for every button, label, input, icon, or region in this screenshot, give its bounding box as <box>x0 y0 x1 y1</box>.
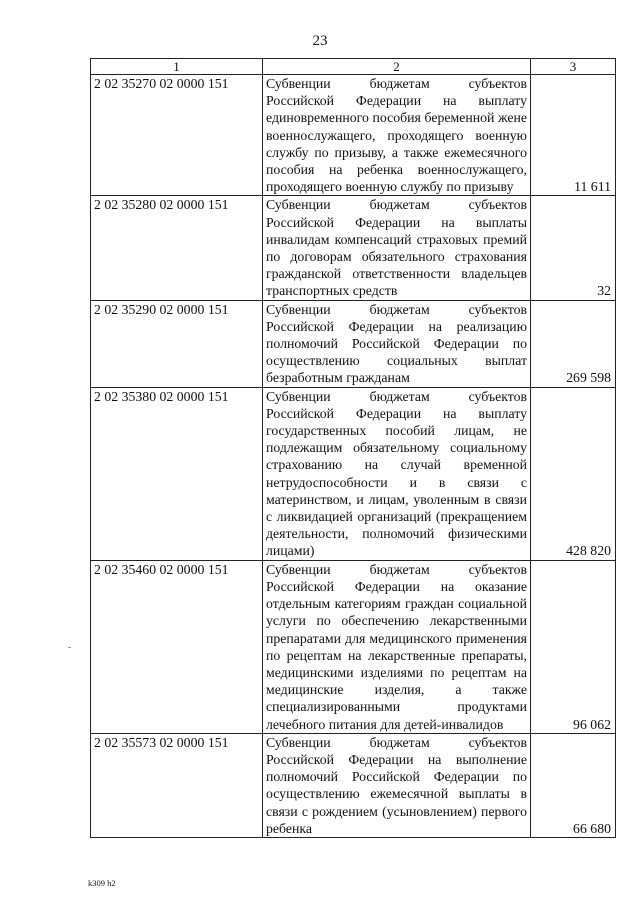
row-amount: 66 680 <box>531 733 616 837</box>
budget-code: 2 02 35280 02 0000 151 <box>91 196 263 300</box>
page-number: 23 <box>312 33 328 49</box>
column-header: 1 <box>91 59 263 75</box>
row-description: Субвенции бюджетам субъектов Российской Федерации на выполнение полномочий Российской Федерации по осуществлению ежемесячной выплаты в связи с рождением (усыновлением) первого ребенка <box>263 733 531 837</box>
table-row <box>91 196 616 300</box>
row-description: Субвенции бюджетам субъектов Российской Федерации на реализацию полномочий Российской Федерации по осуществлению социальных выплат безработным гражданам <box>263 300 531 387</box>
budget-code: 2 02 35290 02 0000 151 <box>91 300 263 387</box>
column-header: 3 <box>531 59 616 75</box>
budget-code: 2 02 35380 02 0000 151 <box>91 387 263 560</box>
table-row <box>91 75 616 196</box>
table-row <box>91 560 616 733</box>
row-description: Субвенции бюджетам субъектов Российской Федерации на выплаты инвалидам компенсаций страховых премий по договорам обязательного страхования гражданской ответственности владельцев транспортных средств <box>263 196 531 300</box>
scan-mark <box>68 647 71 648</box>
row-description: Субвенции бюджетам субъектов Российской Федерации на оказание отдельным категориям граждан социальной услуги по обеспечению лекарственными препаратами для медицинского применения по рецептам на лекарственные препараты, медицинскими изделиями по рецептам на медицинские изделия, а также специализированными продуктами лечебного питания для детей-инвалидов <box>263 560 531 733</box>
table-row <box>91 387 616 560</box>
row-amount: 428 820 <box>531 387 616 560</box>
column-header: 2 <box>263 59 531 75</box>
row-amount: 269 598 <box>531 300 616 387</box>
table-row <box>91 733 616 837</box>
row-description: Субвенции бюджетам субъектов Российской Федерации на выплату единовременного пособия беременной жене военнослужащего, проходящего военную службу по призыву, а также ежемесячного пособия на ребенка военнослужащего, проходящего военную службу по призыву <box>263 75 531 196</box>
row-description: Субвенции бюджетам субъектов Российской Федерации на выплату государственных пособий лицам, не подлежащим обязательному социальному страхованию на случай временной нетрудоспособности и в связи с материнством, и лицам, уволенным в связи с ликвидацией организаций (прекращением деятельности, полномочий физическими лицами) <box>263 387 531 560</box>
budget-code: 2 02 35573 02 0000 151 <box>91 733 263 837</box>
budget-code: 2 02 35460 02 0000 151 <box>91 560 263 733</box>
row-amount: 11 611 <box>531 75 616 196</box>
row-amount: 96 062 <box>531 560 616 733</box>
table-header-row <box>91 59 616 75</box>
row-amount: 32 <box>531 196 616 300</box>
budget-table <box>90 58 616 838</box>
footer-code: k309 h2 <box>88 878 116 888</box>
table-row <box>91 300 616 387</box>
budget-code: 2 02 35270 02 0000 151 <box>91 75 263 196</box>
